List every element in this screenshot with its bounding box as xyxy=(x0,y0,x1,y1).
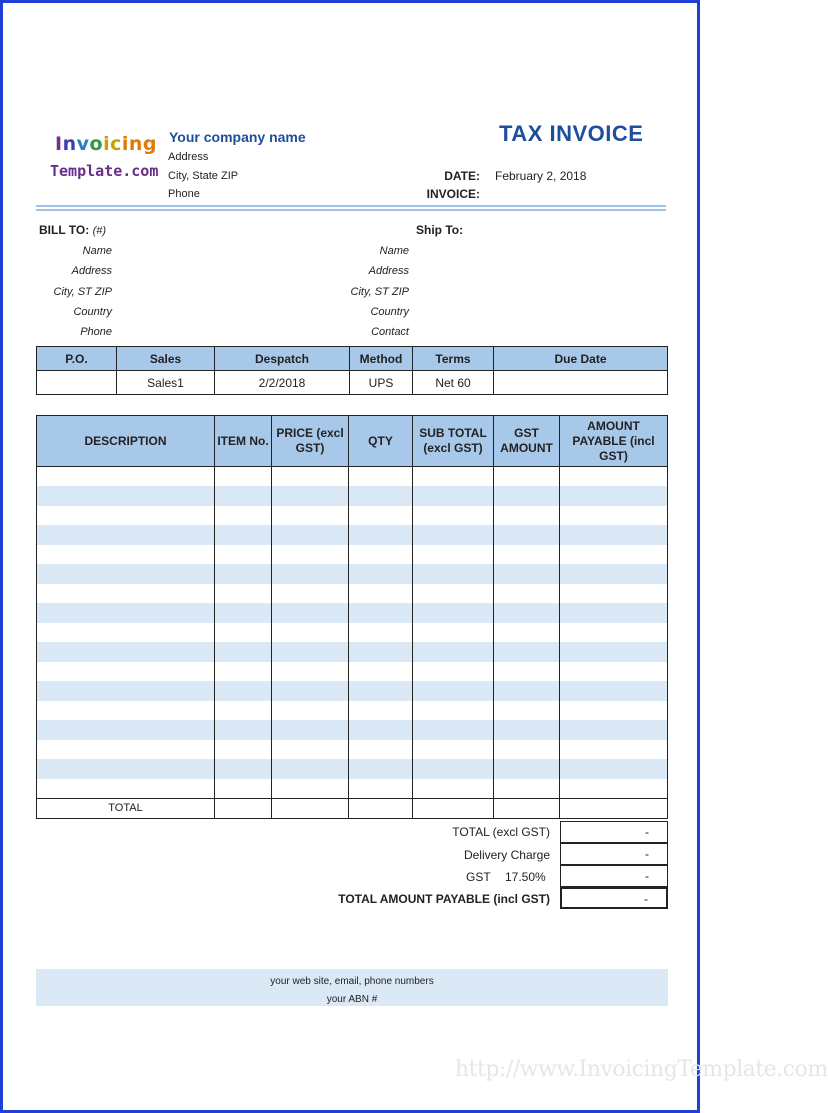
item-cell[interactable] xyxy=(272,779,349,799)
total-cell xyxy=(215,798,272,818)
item-cell[interactable] xyxy=(494,525,560,545)
item-cell[interactable] xyxy=(494,506,560,526)
delivery-label: Delivery Charge xyxy=(463,848,550,862)
despatch-value[interactable]: 2/2/2018 xyxy=(215,371,350,395)
item-cell[interactable] xyxy=(413,525,494,545)
item-cell[interactable] xyxy=(215,720,272,740)
table-row[interactable] xyxy=(37,740,668,760)
item-cell[interactable] xyxy=(560,584,668,604)
description-header: DESCRIPTION xyxy=(37,416,215,467)
date-label: DATE: xyxy=(444,169,480,183)
footer-band xyxy=(36,969,668,1006)
table-row[interactable] xyxy=(37,506,668,526)
company-phone: Phone xyxy=(168,188,200,200)
item-cell[interactable] xyxy=(272,642,349,662)
item-cell[interactable] xyxy=(215,779,272,799)
table-row[interactable] xyxy=(37,662,668,682)
table-row[interactable] xyxy=(37,642,668,662)
item-cell[interactable] xyxy=(37,623,215,643)
item-cell[interactable] xyxy=(215,740,272,760)
item-cell[interactable] xyxy=(494,545,560,565)
item-cell[interactable] xyxy=(560,701,668,721)
item-cell[interactable] xyxy=(37,701,215,721)
item-cell[interactable] xyxy=(560,525,668,545)
item-cell[interactable] xyxy=(272,740,349,760)
bill-phone-label: Phone xyxy=(80,326,112,338)
terms-header: Terms xyxy=(413,347,494,371)
item-cell[interactable] xyxy=(272,545,349,565)
total-payable-value: - xyxy=(560,887,668,909)
item-cell[interactable] xyxy=(560,759,668,779)
item-cell[interactable] xyxy=(413,486,494,506)
item-cell[interactable] xyxy=(349,642,413,662)
logo-template-com: Template.com xyxy=(50,162,159,180)
company-name: Your company name xyxy=(169,129,306,145)
total-excl-label: TOTAL (excl GST) xyxy=(452,825,550,839)
item-cell[interactable] xyxy=(413,642,494,662)
item-cell[interactable] xyxy=(215,545,272,565)
gst-label: GST xyxy=(466,870,491,884)
item-cell[interactable] xyxy=(413,584,494,604)
footer-abn: your ABN # xyxy=(326,994,378,1005)
item-cell[interactable] xyxy=(37,740,215,760)
table-row[interactable] xyxy=(37,779,668,799)
item-cell[interactable] xyxy=(413,779,494,799)
item-cell[interactable] xyxy=(349,701,413,721)
table-row[interactable] xyxy=(37,681,668,701)
price-header: PRICE (excl GST) xyxy=(272,416,349,467)
qty-header: QTY xyxy=(349,416,413,467)
item-cell[interactable] xyxy=(413,564,494,584)
item-cell[interactable] xyxy=(560,467,668,487)
item-cell[interactable] xyxy=(349,525,413,545)
method-header: Method xyxy=(350,347,413,371)
item-no-header: ITEM No. xyxy=(215,416,272,467)
table-row[interactable] xyxy=(37,564,668,584)
gst-amount-header: GST AMOUNT xyxy=(494,416,560,467)
item-rows xyxy=(37,467,668,799)
item-cell[interactable] xyxy=(37,603,215,623)
item-cell[interactable] xyxy=(272,720,349,740)
item-cell[interactable] xyxy=(413,681,494,701)
subtotal-header: SUB TOTAL (excl GST) xyxy=(413,416,494,467)
sales-value[interactable]: Sales1 xyxy=(117,371,215,395)
item-cell[interactable] xyxy=(272,681,349,701)
item-cell[interactable] xyxy=(349,564,413,584)
item-cell[interactable] xyxy=(349,662,413,682)
table-row[interactable] xyxy=(37,701,668,721)
item-cell[interactable] xyxy=(560,642,668,662)
logo-invoicing: Invoicing xyxy=(55,133,157,155)
ship-city-label: City, ST ZIP xyxy=(350,286,409,298)
item-cell[interactable] xyxy=(494,720,560,740)
ship-country-label: Country xyxy=(370,306,409,318)
item-cell[interactable] xyxy=(272,486,349,506)
items-table xyxy=(36,415,668,819)
item-cell[interactable] xyxy=(215,506,272,526)
item-cell[interactable] xyxy=(413,740,494,760)
table-row[interactable] xyxy=(37,603,668,623)
item-cell[interactable] xyxy=(349,603,413,623)
item-cell[interactable] xyxy=(494,584,560,604)
item-cell[interactable] xyxy=(272,759,349,779)
item-cell[interactable] xyxy=(37,720,215,740)
item-cell[interactable] xyxy=(494,623,560,643)
sales-header: Sales xyxy=(117,347,215,371)
item-cell[interactable] xyxy=(272,525,349,545)
item-cell[interactable] xyxy=(349,467,413,487)
bill-name-label: Name xyxy=(82,245,112,257)
item-cell[interactable] xyxy=(560,486,668,506)
due-date-header: Due Date xyxy=(494,347,668,371)
table-row[interactable] xyxy=(37,525,668,545)
due-date-value[interactable] xyxy=(494,371,668,395)
item-cell[interactable] xyxy=(215,486,272,506)
item-cell[interactable] xyxy=(215,681,272,701)
bill-to-heading: BILL TO: (#) xyxy=(39,223,107,237)
item-cell[interactable] xyxy=(560,740,668,760)
item-cell[interactable] xyxy=(349,545,413,565)
bill-address-label: Address xyxy=(71,265,112,277)
amount-payable-header: AMOUNT PAYABLE (incl GST) xyxy=(560,416,668,467)
item-cell[interactable] xyxy=(215,701,272,721)
total-cell xyxy=(349,798,413,818)
despatch-header: Despatch xyxy=(215,347,350,371)
item-cell[interactable] xyxy=(37,506,215,526)
item-cell[interactable] xyxy=(560,720,668,740)
item-cell[interactable] xyxy=(215,662,272,682)
item-cell[interactable] xyxy=(215,525,272,545)
ship-contact-label: Contact xyxy=(371,326,409,338)
item-cell[interactable] xyxy=(37,779,215,799)
bill-city-label: City, ST ZIP xyxy=(53,286,112,298)
po-header: P.O. xyxy=(37,347,117,371)
item-cell[interactable] xyxy=(560,545,668,565)
item-cell[interactable] xyxy=(494,486,560,506)
item-cell[interactable] xyxy=(413,759,494,779)
item-cell[interactable] xyxy=(37,525,215,545)
item-cell[interactable] xyxy=(272,662,349,682)
total-cell xyxy=(413,798,494,818)
item-cell[interactable] xyxy=(413,506,494,526)
invoice-label: INVOICE: xyxy=(426,187,480,201)
item-cell[interactable] xyxy=(37,584,215,604)
table-row[interactable] xyxy=(37,720,668,740)
item-cell[interactable] xyxy=(413,701,494,721)
item-cell[interactable] xyxy=(272,467,349,487)
item-cell[interactable] xyxy=(494,701,560,721)
item-cell[interactable] xyxy=(349,623,413,643)
item-cell[interactable] xyxy=(413,545,494,565)
item-cell[interactable] xyxy=(37,662,215,682)
item-cell[interactable] xyxy=(560,623,668,643)
header-divider-2 xyxy=(36,209,666,211)
item-cell[interactable] xyxy=(272,584,349,604)
total-excl-value: - xyxy=(560,821,668,843)
item-cell[interactable] xyxy=(494,467,560,487)
item-cell[interactable] xyxy=(560,681,668,701)
item-cell[interactable] xyxy=(560,564,668,584)
item-cell[interactable] xyxy=(37,759,215,779)
company-address: Address xyxy=(168,151,209,163)
ship-name-label: Name xyxy=(379,245,409,257)
total-payable-label: TOTAL AMOUNT PAYABLE (incl GST) xyxy=(338,892,550,906)
po-value[interactable] xyxy=(37,371,117,395)
ship-address-label: Address xyxy=(368,265,409,277)
item-cell[interactable] xyxy=(560,603,668,623)
invoice-title: TAX INVOICE xyxy=(499,121,644,146)
total-cell xyxy=(560,798,668,818)
item-cell[interactable] xyxy=(349,584,413,604)
item-cell[interactable] xyxy=(272,506,349,526)
item-cell[interactable] xyxy=(272,564,349,584)
item-cell[interactable] xyxy=(37,467,215,487)
terms-value[interactable]: Net 60 xyxy=(413,371,494,395)
table-row[interactable] xyxy=(37,584,668,604)
item-cell[interactable] xyxy=(349,740,413,760)
total-cell xyxy=(494,798,560,818)
order-info-table xyxy=(36,346,668,395)
item-cell[interactable] xyxy=(560,779,668,799)
total-label: TOTAL xyxy=(37,798,215,818)
table-row[interactable] xyxy=(37,545,668,565)
item-cell[interactable] xyxy=(215,467,272,487)
item-cell[interactable] xyxy=(215,584,272,604)
table-row[interactable] xyxy=(37,486,668,506)
item-cell[interactable] xyxy=(37,681,215,701)
item-cell[interactable] xyxy=(37,564,215,584)
item-cell[interactable] xyxy=(413,662,494,682)
item-cell[interactable] xyxy=(215,623,272,643)
item-cell[interactable] xyxy=(272,701,349,721)
item-cell[interactable] xyxy=(560,506,668,526)
item-cell[interactable] xyxy=(37,545,215,565)
item-cell[interactable] xyxy=(494,740,560,760)
table-row[interactable] xyxy=(37,623,668,643)
item-cell[interactable] xyxy=(215,603,272,623)
header-divider xyxy=(36,205,666,207)
ship-to-heading: Ship To: xyxy=(416,223,464,237)
company-city: City, State ZIP xyxy=(168,170,239,182)
item-cell[interactable] xyxy=(37,486,215,506)
item-cell[interactable] xyxy=(272,623,349,643)
item-cell[interactable] xyxy=(413,720,494,740)
item-cell[interactable] xyxy=(494,564,560,584)
watermark: http://www.InvoicingTemplate.com xyxy=(455,1057,828,1082)
item-cell[interactable] xyxy=(560,662,668,682)
item-cell[interactable] xyxy=(215,759,272,779)
item-cell[interactable] xyxy=(349,681,413,701)
item-cell[interactable] xyxy=(215,564,272,584)
item-cell[interactable] xyxy=(349,486,413,506)
table-row[interactable] xyxy=(37,759,668,779)
gst-value: - xyxy=(560,865,668,887)
item-cell[interactable] xyxy=(413,623,494,643)
item-cell[interactable] xyxy=(494,642,560,662)
item-cell[interactable] xyxy=(349,779,413,799)
item-cell[interactable] xyxy=(349,759,413,779)
method-value[interactable]: UPS xyxy=(350,371,413,395)
item-cell[interactable] xyxy=(494,603,560,623)
delivery-value[interactable]: - xyxy=(560,843,668,865)
gst-rate[interactable]: 17.50% xyxy=(505,870,546,884)
item-cell[interactable] xyxy=(272,603,349,623)
item-cell[interactable] xyxy=(37,642,215,662)
item-cell[interactable] xyxy=(494,779,560,799)
bill-country-label: Country xyxy=(73,306,112,318)
item-cell[interactable] xyxy=(413,603,494,623)
item-cell[interactable] xyxy=(413,467,494,487)
total-cell xyxy=(272,798,349,818)
item-cell[interactable] xyxy=(349,506,413,526)
item-cell[interactable] xyxy=(494,759,560,779)
item-cell[interactable] xyxy=(494,681,560,701)
footer-contact: your web site, email, phone numbers xyxy=(270,976,434,987)
item-cell[interactable] xyxy=(494,662,560,682)
table-row[interactable] xyxy=(37,467,668,487)
item-cell[interactable] xyxy=(349,720,413,740)
item-cell[interactable] xyxy=(215,642,272,662)
date-value: February 2, 2018 xyxy=(495,169,587,183)
